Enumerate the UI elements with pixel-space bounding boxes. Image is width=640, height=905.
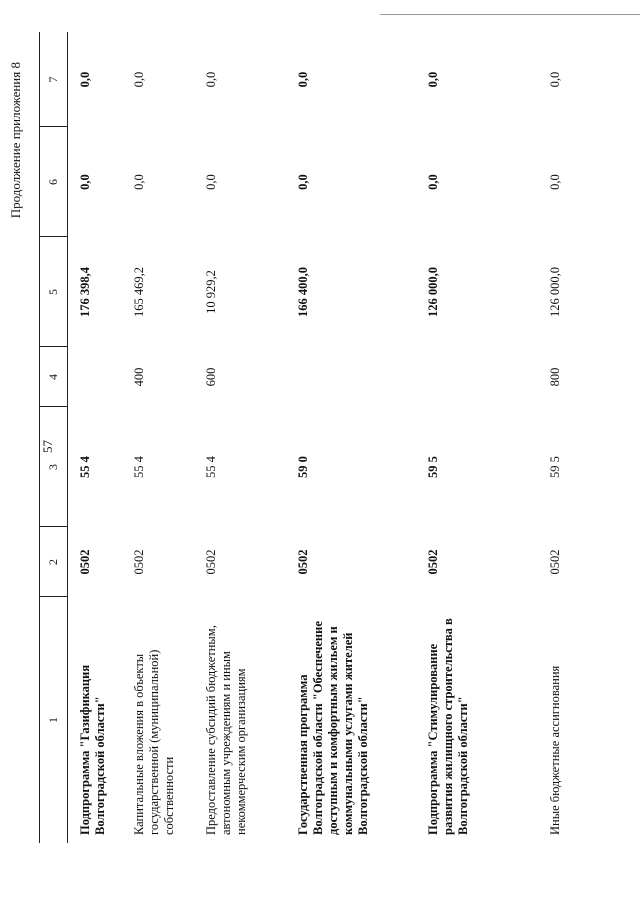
row-expense-type: 400 [132, 367, 146, 387]
appendix-caption: Продолжение приложения 8 [8, 62, 23, 219]
row-section: 0502 [296, 549, 310, 575]
row-sum-5: 126 000,0 [426, 267, 440, 317]
row-section: 0502 [426, 549, 440, 575]
row-name: Иные бюджетные ассигнования [548, 665, 562, 835]
header-col-6: 6 [46, 179, 60, 185]
row-section: 0502 [204, 549, 218, 575]
row-sum-7: 0,0 [426, 71, 440, 88]
header-col-1: 1 [46, 717, 60, 723]
row-sum-5: 176 398,4 [78, 267, 92, 317]
row-section: 0502 [132, 549, 146, 575]
row-target: 59 0 [296, 456, 310, 478]
row-sum-5: 126 000,0 [548, 267, 562, 317]
row-target: 55 4 [204, 456, 218, 478]
row-section: 0502 [548, 549, 562, 575]
row-sum-5: 10 929,2 [204, 270, 218, 314]
row-section: 0502 [78, 549, 92, 575]
row-sum-5: 166 400,0 [296, 267, 310, 317]
row-sum-6: 0,0 [132, 174, 146, 190]
row-sum-7: 0,0 [78, 71, 92, 88]
row-sum-6: 0,0 [78, 174, 92, 190]
row-sum-6: 0,0 [296, 174, 310, 190]
row-expense-type: 600 [204, 367, 218, 387]
row-expense-type: 800 [548, 367, 562, 387]
row-sum-6: 0,0 [548, 174, 562, 190]
row-sum-6: 0,0 [426, 174, 440, 190]
header-col-5: 5 [46, 289, 60, 295]
header-col-4: 4 [46, 374, 60, 380]
row-name: Подпрограмма "Стимулирование развития жилищного строительства в Волгоградской области" [426, 618, 470, 835]
row-sum-5: 165 469,2 [132, 267, 146, 317]
row-target: 59 5 [426, 456, 440, 478]
row-name: Государственная программа Волгоградской области "Обеспечение доступным и комфортным жильем и коммунальными услугами жителей Волгоградской области" [296, 621, 370, 835]
row-sum-7: 0,0 [204, 71, 218, 88]
row-name: Капитальные вложения в объекты государственной (муниципальной) собственности [132, 649, 176, 835]
row-sum-7: 0,0 [548, 71, 562, 88]
row-sum-6: 0,0 [204, 174, 218, 190]
header-col-3: 3 [46, 464, 60, 470]
row-target: 59 5 [548, 456, 562, 478]
row-target: 55 4 [78, 456, 92, 478]
row-name: Предоставление субсидий бюджетным, автономным учреждениям и иным некоммерческим организациям [204, 625, 248, 835]
row-sum-7: 0,0 [296, 71, 310, 88]
header-col-7: 7 [46, 76, 60, 83]
row-target: 55 4 [132, 456, 146, 478]
row-name: Подпрограмма "Газификация Волгоградской области" [78, 664, 107, 835]
page-number: 57 [40, 440, 55, 453]
row-sum-7: 0,0 [132, 71, 146, 88]
header-col-2: 2 [46, 559, 60, 565]
